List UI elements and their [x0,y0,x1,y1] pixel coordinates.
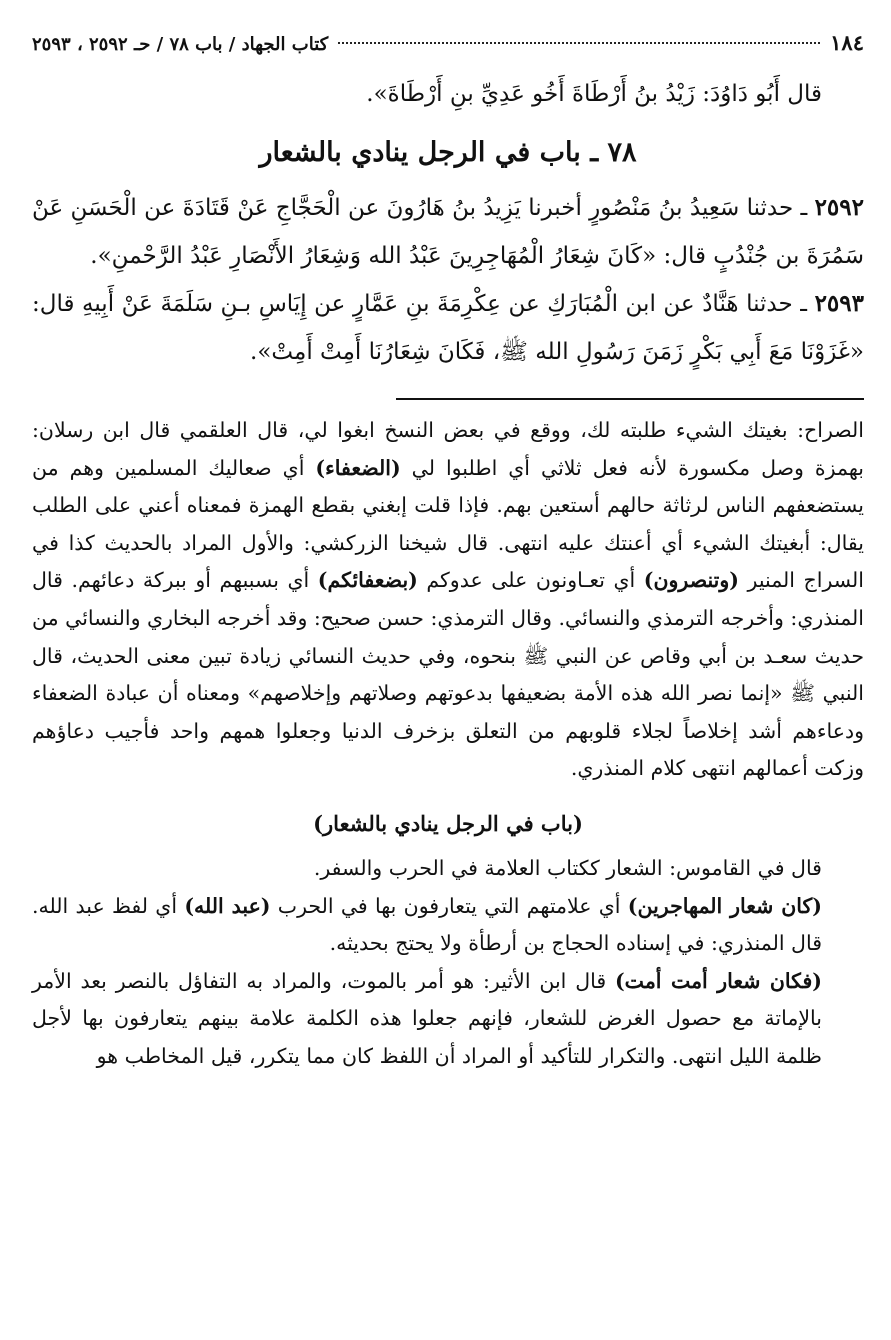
commentary-keyword: (فكان شعار أمت أمت) [614,968,822,993]
commentary-keyword: (كان شعار المهاجرين) [627,893,822,918]
commentary-text: قال ابن الأثير: هو أمر بالموت، والمراد به التفاؤل بالنصر بعد الأمر بالإماتة مع حصول الغرض للشعار، فإنهم جعلوا هذه الكلمة علامة بينهم يتعارفون بها لأجل ظلمة الليل انتهى. والتكرار للتأكيد أو المراد أن اللفظ كان مما يتكرر، قيل المخاطب هو [32,968,822,1068]
commentary-paragraph [32,963,864,1076]
hadith-text: ـ حدثنا سَعِيدُ بنُ مَنْصُورٍ أخبرنا يَزِيدُ بنُ هَارُونَ عن الْحَجَّاجِ عَنْ قَتَادَةَ عن الْحَسَنِ عَنْ سَمُرَةَ بن جُنْدُبٍ قال: «كَانَ شِعَارُ الْمُهَاجِرِينَ عَبْدُ الله وَشِعَارُ الأَنْصَارِ عَبْدُ الرَّحْمنِ». [31,195,864,269]
commentary-keyword: (وتنصرون) [643,568,739,593]
commentary-subheading: (باب في الرجل ينادي بالشعار) [313,810,583,836]
chapter-title: ٧٨ ـ باب في الرجل ينادي بالشعار [259,137,637,168]
hadith-number: ٢٥٩٣ [814,290,864,317]
header-leader-dots [338,42,820,44]
hadith-2592 [32,184,864,280]
commentary-text: أي صعاليك المسلمين وهم من يستضعفهم الناس لرثاثة حالهم أستعين بهم. فإذا قلت إبغني بقطع الهمزة فمعناه أعني على الطلب يقال: أبغيتك الشيء أي أعنتك عليه انتهى. قال شيخنا الزركشي: والأول المراد بالحديث كذا في السراج المنير [32,455,864,593]
commentary-text: أي علامتهم التي يتعارفون بها في الحرب [270,893,628,918]
hadith-2593 [32,280,864,376]
commentary-keyword: (عبد الله) [184,893,271,918]
commentary [32,412,864,1076]
page-number: ١٨٤ [830,30,864,55]
commentary-keyword: (بضعفائكم) [317,568,418,593]
commentary-paragraph: قال في القاموس: الشعار ككتاب العلامة في الحرب والسفر. [313,855,822,880]
hadith-number: ٢٥٩٢ [814,194,864,221]
book-page [32,30,864,1076]
intro-line: قال أَبُو دَاوُدَ: زَيْدُ بنُ أَرْطَاةَ أَخُو عَدِيِّ بنِ أَرْطَاةَ». [366,81,822,107]
hadith-text: ـ حدثنا هَنَّادٌ عن ابن الْمُبَارَكِ عن عِكْرِمَةَ بنِ عَمَّارٍ عن إِيَاسِ بـنِ سَلَمَةَ عَنْ أَبِيهِ قال: «غَزَوْنَا مَعَ أَبِي بَكْرٍ زَمَنَ رَسُولِ الله ﷺ، فَكَانَ شِعَارُنَا أَمِتْ أَمِتْ». [32,291,864,365]
commentary-paragraph [32,412,864,788]
commentary-paragraph [32,888,864,963]
running-title: كتاب الجهاد / باب ٧٨ / حـ ٢٥٩٢ ، ٢٥٩٣ [32,34,329,55]
commentary-text: أي لفظ عبد الله. قال المنذري: في إسناده الحجاج بن أرطأة ولا يحتج بحديثه. [32,893,822,956]
commentary-text: الصراح: بغيتك الشيء طلبته لك، ووقع في بعض النسخ ابغوا لي، قال العلقمي قال ابن رسلان: بهمزة وصل مكسورة لأنه فعل ثلاثي أي اطلبوا لي [32,418,864,480]
commentary-text: أي بسببهم أو ببركة دعائهم. قال المنذري: وأخرجه الترمذي والنسائي. وقال الترمذي: حسن صحيح: وقد أخرجه البخاري والنسائي من حديث سعـد بن أبي وقاص عن النبي ﷺ بنحوه، وفي حديث النسائي زيادة تبين معنى الحديث، قال النبي ﷺ «إنما نصر الله هذه الأمة بضعيفها بدعوتهم وصلاتهم وإخلاصهم» ومعناه أن عبادة الضعفاء ودعاءهم أشد إخلاصاً لجلاء قلوبهم من التعلق بزخرف الدنيا وجعلوا همهم واحد فأجيب دعاؤهم وزكت أعمالهم انتهى كلام المنذري. [32,568,864,781]
page-header [32,30,864,70]
footnote-separator [396,398,864,400]
commentary-text: أي تعـاونون على عدوكم [417,568,644,593]
main-text [32,70,864,376]
commentary-keyword: (الضعفاء) [315,455,401,480]
